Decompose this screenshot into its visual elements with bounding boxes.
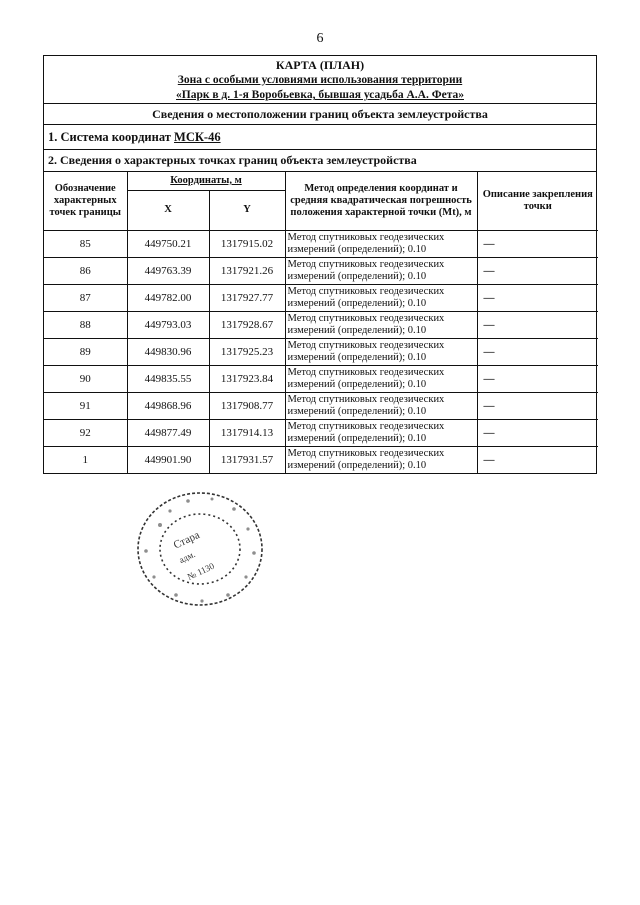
cell-method: Метод спутниковых геодезических измерений (определений); 0.10 [285,311,477,338]
cell-point: 87 [44,284,127,311]
section-coordinate-system [44,125,596,150]
title-block [44,56,596,104]
svg-text:Стара: Стара [171,529,202,552]
cell-desc: — [477,311,598,338]
title-main: КАРТА (ПЛАН) [275,58,365,72]
header-x: X [127,190,209,230]
header-desc: Описание закрепления точки [477,172,598,230]
cell-method: Метод спутниковых геодезических измерений (определений); 0.10 [285,230,477,257]
cell-y: 1317915.02 [209,230,285,257]
table-row [44,392,598,419]
table-row [44,419,598,446]
cell-desc: — [477,257,598,284]
document-frame [43,55,597,474]
cell-method: Метод спутниковых геодезических измерений (определений); 0.10 [285,257,477,284]
header-y: Y [209,190,285,230]
cell-x: 449763.39 [127,257,209,284]
table-row [44,338,598,365]
official-stamp-seal [130,487,270,611]
cell-method: Метод спутниковых геодезических измерений (определений); 0.10 [285,392,477,419]
cell-x: 449750.21 [127,230,209,257]
cell-x: 449868.96 [127,392,209,419]
cell-x: 449877.49 [127,419,209,446]
cell-x: 449835.55 [127,365,209,392]
cell-method: Метод спутниковых геодезических измерений (определений); 0.10 [285,365,477,392]
table-row [44,311,598,338]
cell-point: 1 [44,446,127,473]
title-park: «Парк в д. 1-я Воробьевка, бывшая усадьба А.А. Фета» [176,89,464,101]
svg-text:№ 1130: № 1130 [185,560,216,582]
cell-y: 1317923.84 [209,365,285,392]
section1-label: 1. Система координат [48,130,175,144]
cell-point: 85 [44,230,127,257]
cell-y: 1317925.23 [209,338,285,365]
cell-y: 1317928.67 [209,311,285,338]
cell-x: 449830.96 [127,338,209,365]
header-point: Обозначение характерных точек границы [44,172,127,230]
header-coords: Координаты, м [127,172,285,190]
title-zone: Зона с особыми условиями использования территории [177,74,463,86]
cell-y: 1317927.77 [209,284,285,311]
cell-y: 1317921.26 [209,257,285,284]
table-row [44,365,598,392]
table-row [44,284,598,311]
cell-point: 92 [44,419,127,446]
cell-desc: — [477,365,598,392]
page-number: 6 [316,31,324,46]
cell-desc: — [477,284,598,311]
cell-desc: — [477,419,598,446]
cell-point: 91 [44,392,127,419]
coordinates-table [44,172,598,473]
cell-method: Метод спутниковых геодезических измерений (определений); 0.10 [285,338,477,365]
cell-x: 449782.00 [127,284,209,311]
header-method: Метод определения координат и средняя квадратическая погрешность положения характерной точки (Mt), м [285,172,477,230]
cell-point: 86 [44,257,127,284]
svg-text:адм.: адм. [177,548,197,566]
cell-desc: — [477,392,598,419]
table-row [44,446,598,473]
cell-desc: — [477,338,598,365]
cell-y: 1317914.13 [209,419,285,446]
cell-method: Метод спутниковых геодезических измерений (определений); 0.10 [285,419,477,446]
table-row [44,230,598,257]
cell-method: Метод спутниковых геодезических измерений (определений); 0.10 [285,446,477,473]
cell-x: 449901.90 [127,446,209,473]
section1-value: МСК-46 [174,130,221,144]
cell-point: 90 [44,365,127,392]
cell-desc: — [477,230,598,257]
cell-point: 89 [44,338,127,365]
info-header: Сведения о местоположении границ объекта землеустройства [44,104,596,125]
cell-y: 1317931.57 [209,446,285,473]
cell-y: 1317908.77 [209,392,285,419]
cell-point: 88 [44,311,127,338]
cell-method: Метод спутниковых геодезических измерений (определений); 0.10 [285,284,477,311]
table-row [44,257,598,284]
cell-x: 449793.03 [127,311,209,338]
cell-desc: — [477,446,598,473]
section-points-header: 2. Сведения о характерных точках границ объекта землеустройства [44,150,596,172]
